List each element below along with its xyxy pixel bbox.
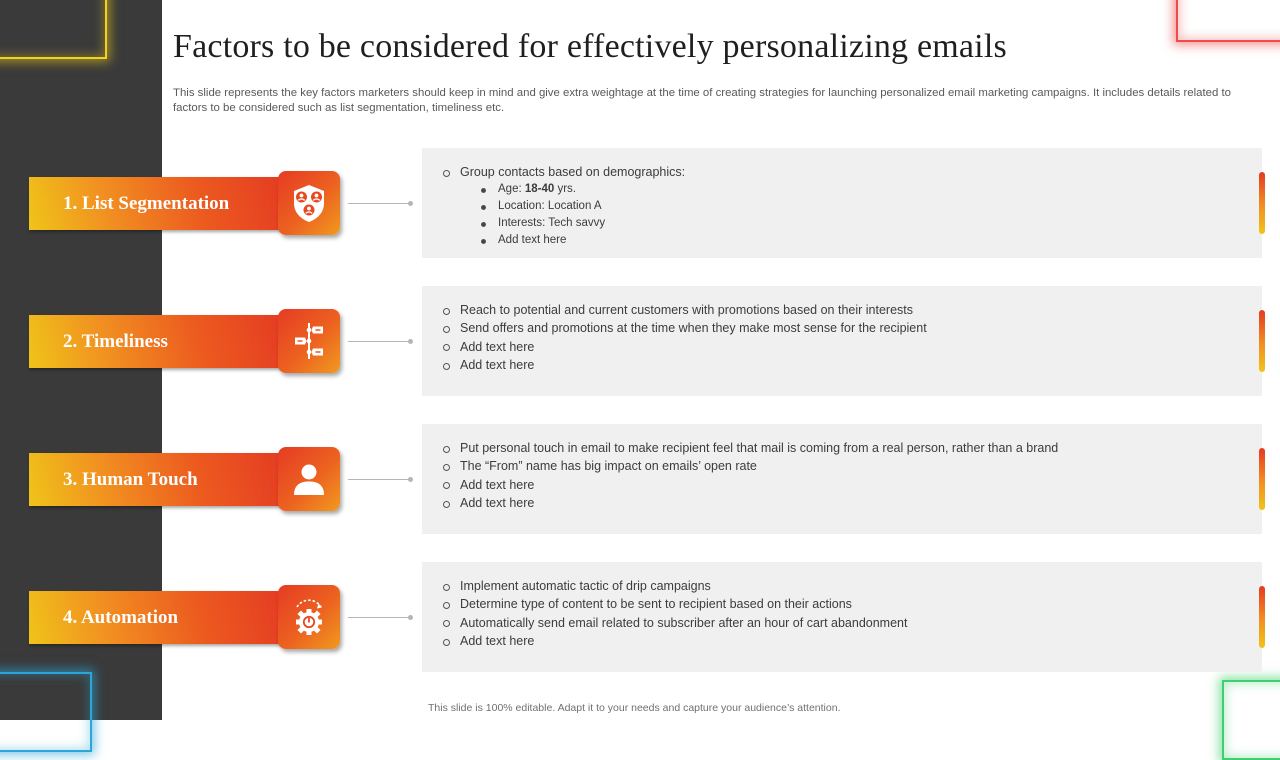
- connector-line: [348, 617, 410, 618]
- connector-line: [348, 203, 410, 204]
- footer-note: This slide is 100% editable. Adapt it to your needs and capture your audience’s attention.: [428, 702, 841, 714]
- factor-row-human-touch: [0, 424, 1280, 534]
- bullet-item: Add text here: [442, 338, 1242, 356]
- sub-bullet-item: [480, 181, 1242, 198]
- bullet-item: Put personal touch in email to make recipient feel that mail is coming from a real person, rather than a brand: [442, 439, 1242, 457]
- sub-bullet-text: Age:: [498, 183, 525, 196]
- bullet-text: Group contacts based on demographics:: [460, 165, 686, 179]
- decorative-red-frame: [1176, 0, 1280, 42]
- bullet-item: Determine type of content to be sent to recipient based on their actions: [442, 595, 1242, 613]
- factor-details-box: [422, 562, 1262, 672]
- bullet-item: [442, 163, 1242, 249]
- sub-bullet-list: [460, 181, 1242, 248]
- factor-label: 1. List Segmentation: [29, 177, 289, 230]
- connector-dot: [408, 201, 413, 206]
- factor-row-automation: [0, 562, 1280, 672]
- bullet-item: Send offers and promotions at the time when they make most sense for the recipient: [442, 319, 1242, 337]
- bullet-item: Implement automatic tactic of drip campaigns: [442, 577, 1242, 595]
- slide-subtitle: This slide represents the key factors marketers should keep in mind and give extra weightage at the time of creating strategies for launching personalized email marketing campaigns. It includes details related to factors to be considered such as list segmentation, timeliness etc.: [173, 87, 1231, 114]
- bullet-list: [442, 163, 1242, 249]
- bullet-list: [442, 439, 1242, 513]
- decorative-green-frame: [1222, 680, 1280, 760]
- connector-dot: [408, 615, 413, 620]
- sub-bullet-text: yrs.: [554, 183, 577, 196]
- connector-dot: [408, 477, 413, 482]
- sub-bullet-bold-value: 18-40: [524, 183, 555, 196]
- bullet-item: Add text here: [442, 476, 1242, 494]
- factor-details-box: [422, 286, 1262, 396]
- factor-label: 2. Timeliness: [29, 315, 289, 368]
- factor-label: 4. Automation: [29, 591, 289, 644]
- bullet-item: Reach to potential and current customers with promotions based on their interests: [442, 301, 1242, 319]
- sub-bullet-text: Interests: Tech savvy: [498, 217, 606, 229]
- sub-bullet-text: Location: Location A: [498, 200, 602, 213]
- sub-bullet-item: [480, 215, 1242, 232]
- bullet-item: Add text here: [442, 632, 1242, 650]
- connector-dot: [408, 339, 413, 344]
- connector-line: [348, 341, 410, 342]
- factor-label: 3. Human Touch: [29, 453, 289, 506]
- sub-bullet-item: [480, 198, 1242, 215]
- person-icon: [278, 447, 340, 511]
- connector-line: [348, 479, 410, 480]
- accent-bar: [1259, 310, 1265, 372]
- people-shield-icon: [278, 171, 340, 235]
- accent-bar: [1259, 172, 1265, 234]
- automation-gear-icon: [278, 585, 340, 649]
- bullet-list: [442, 301, 1242, 375]
- timeline-icon: [278, 309, 340, 373]
- accent-bar: [1259, 586, 1265, 648]
- bullet-item: Add text here: [442, 356, 1242, 374]
- bullet-list: [442, 577, 1242, 651]
- sub-bullet-text: Add text here: [498, 233, 567, 246]
- slide-title: Factors to be considered for effectively personalizing emails: [173, 28, 1007, 65]
- sub-bullet-item: [480, 232, 1242, 249]
- bullet-item: The “From” name has big impact on emails’ open rate: [442, 457, 1242, 475]
- bullet-item: Add text here: [442, 494, 1242, 512]
- bullet-item: Automatically send email related to subscriber after an hour of cart abandonment: [442, 614, 1242, 632]
- factor-details-box: [422, 424, 1262, 534]
- factor-row-list-segmentation: [0, 148, 1280, 258]
- accent-bar: [1259, 448, 1265, 510]
- factor-row-timeliness: [0, 286, 1280, 396]
- factor-details-box: [422, 148, 1262, 258]
